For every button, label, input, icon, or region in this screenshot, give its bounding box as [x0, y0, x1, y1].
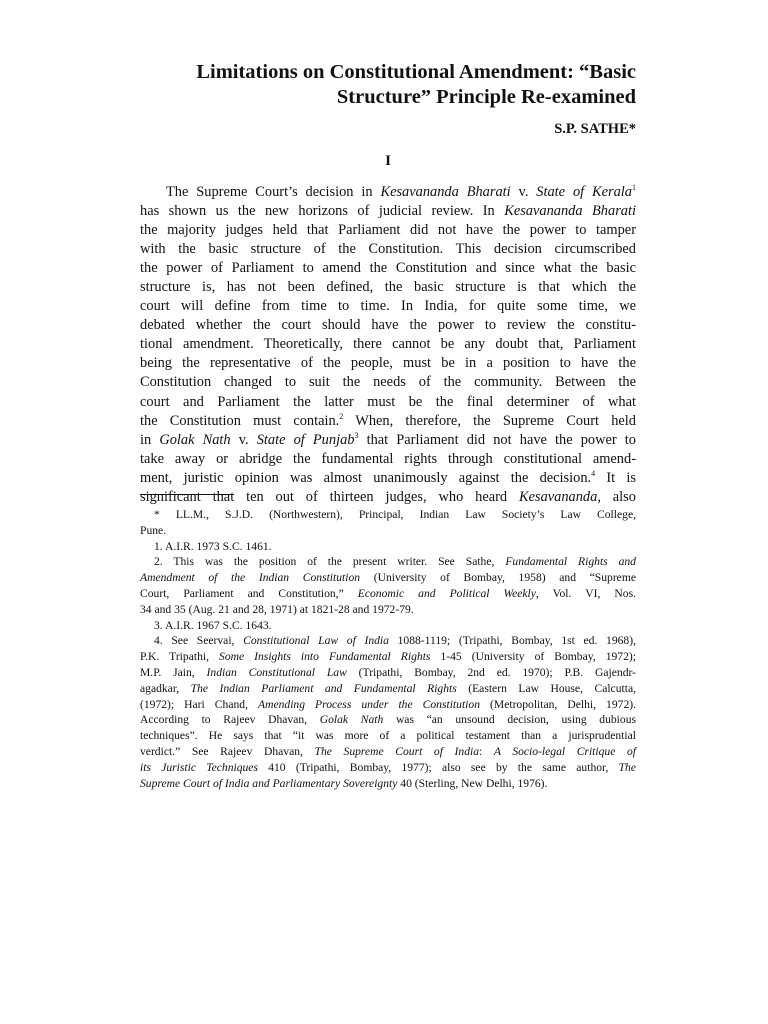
footnote-2-line-4: 34 and 35 (Aug. 21 and 28, 1971) at 1821-28 and 1972-79. — [140, 602, 414, 616]
body-line-6: structure is, has not been defined, the basic structure is that which the — [140, 279, 636, 296]
body-line-2: has shown us the new horizons of judicial review. In Kesavananda Bharati — [140, 203, 636, 220]
footnote-1: 1. A.I.R. 1973 S.C. 1461. — [154, 539, 272, 553]
footnote-2-line-2: Amendment of the Indian Constitution (University of Bombay, 1958) and “Supreme — [140, 571, 636, 585]
article-author: S.P. SATHE* — [554, 121, 636, 137]
footnote-star-line-1: * LL.M., S.J.D. (Northwestern), Principal, Indian Law Society’s Law College, — [154, 508, 636, 521]
body-line-12: court and Parliament the latter must be the final determiner of what — [140, 393, 636, 410]
footnote-4-line-3: M.P. Jain, Indian Constitutional Law (Tripathi, Bombay, 2nd ed. 1970); P.B. Gajendr- — [140, 665, 636, 679]
footnote-4-line-7: techniques”. He says that “it was more of a political testament than a jurisprudential — [140, 729, 636, 743]
body-paragraph — [140, 183, 636, 507]
body-line-9: tional amendment. Theoretically, there cannot be any doubt that, Parliament — [140, 336, 636, 353]
footnote-divider — [140, 494, 234, 495]
article-title-line-2: Structure” Principle Re-examined — [336, 86, 636, 108]
footnote-ref-4: 4 — [591, 468, 596, 478]
body-line-4: with the basic structure of the Constitution. This decision circumscribed — [140, 241, 636, 258]
footnote-4-line-2: P.K. Tripathi, Some Insights into Fundamental Rights 1-45 (University of Bombay, 1972); — [140, 650, 636, 664]
footnote-4-line-10: Supreme Court of India and Parliamentary Sovereignty 40 (Sterling, New Delhi, 1976). — [140, 776, 548, 790]
body-line-5: the power of Parliament to amend the Constitution and since what the basic — [140, 260, 636, 277]
body-line-15: take away or abridge the fundamental rights through constitutional amend- — [140, 450, 636, 467]
footnote-4-line-4: agadkar, The Indian Parliament and Fundamental Rights (Eastern Law House, Calcutta, — [140, 681, 636, 695]
body-line-7: court will define from time to time. In India, for quite some time, we — [140, 298, 636, 315]
body-line-3: the majority judges held that Parliament did not have the power to tamper — [140, 222, 636, 239]
footnote-4-line-8: verdict.” See Rajeev Dhavan, The Supreme Court of India: A Socio-legal Critique of — [140, 744, 636, 758]
footnote-4-line-5: (1972); Hari Chand, Amending Process under the Constitution (Metropolitan, Delhi, 1972). — [140, 697, 636, 711]
article-title — [150, 60, 636, 110]
body-line-1: The Supreme Court’s decision in Kesavananda Bharati v. State of Kerala$^1$ — [166, 183, 637, 200]
article-title-line-1: Limitations on Constitutional Amendment: “Basic — [196, 61, 636, 83]
body-line-17: significant that ten out of thirteen judges, who heard Kesavananda, also — [140, 488, 636, 505]
body-line-14: in Golak Nath v. State of Punjab$^3$ that Parliament did not have the power to — [140, 430, 636, 448]
footnote-4-line-6: According to Rajeev Dhavan, Golak Nath was “an unsound decision, using dubious — [140, 713, 637, 727]
footnote-ref-3: 3 — [354, 430, 359, 440]
footnotes — [140, 507, 636, 791]
footnote-2-line-3: Court, Parliament and Constitution,” Economic and Political Weekly, Vol. VI, Nos. — [140, 586, 636, 600]
body-line-16: ment, juristic opinion was almost unanimously against the decision.$^4$ It is — [140, 468, 637, 486]
footnote-star-line-2: Pune. — [140, 523, 167, 537]
body-line-8: debated whether the court should have the power to review the constitu- — [140, 317, 636, 334]
body-line-13: the Constitution must contain.$^2$ When, therefore, the Supreme Court held — [140, 411, 637, 429]
body-line-11: Constitution changed to suit the needs of the community. Between the — [140, 374, 636, 391]
footnote-4-line-9: its Juristic Techniques 410 (Tripathi, Bombay, 1977); also see by the same author, The — [140, 760, 636, 774]
body-line-10: being the representative of the people, must be in a position to have the — [140, 355, 636, 372]
footnote-ref-1: 1 — [632, 183, 637, 193]
footnote-3: 3. A.I.R. 1967 S.C. 1643. — [154, 618, 272, 632]
footnote-2-line-1: 2. This was the position of the present writer. See Sathe, Fundamental Rights and — [154, 555, 636, 569]
section-number: I — [385, 153, 391, 169]
footnote-4-line-1: 4. See Seervai, Constitutional Law of India 1088-1119; (Tripathi, Bombay, 1st ed. 1968), — [154, 634, 636, 648]
footnote-ref-2: 2 — [339, 411, 344, 421]
